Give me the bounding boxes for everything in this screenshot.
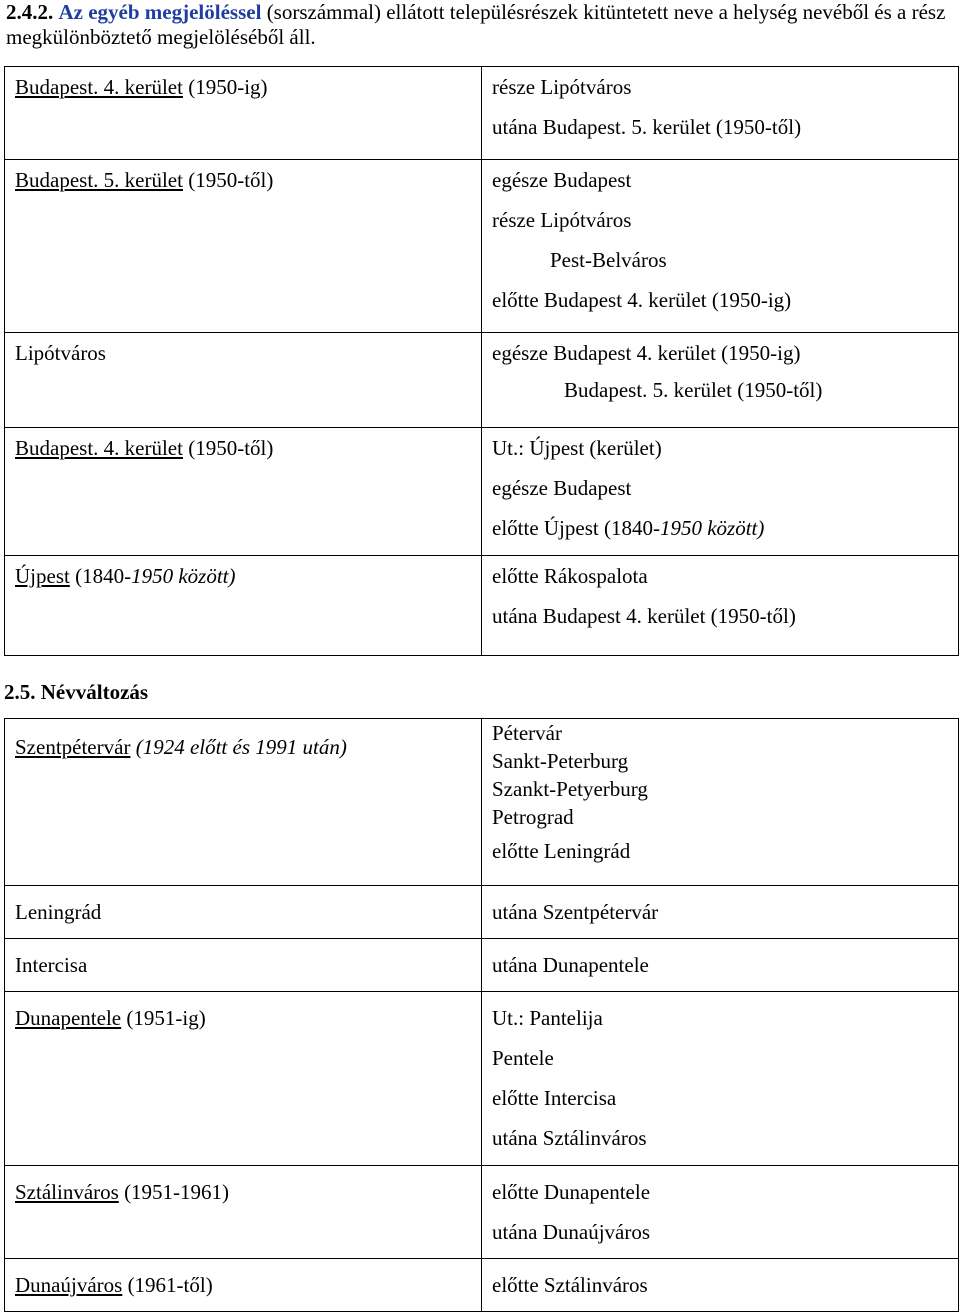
table-cell-name: Szentpétervár (1924 előtt és 1991 után) bbox=[5, 719, 482, 886]
table-cell-name: Intercisa bbox=[5, 939, 482, 992]
table-cell-name: Leningrád bbox=[5, 886, 482, 939]
table-row bbox=[5, 160, 959, 333]
table-partial-names bbox=[4, 66, 959, 656]
table-cell-relations: egésze Budapest része Lipótváros Pest-Belváros előtte Budapest 4. kerület (1950-ig) bbox=[482, 160, 959, 333]
table-cell-relations: utána Dunapentele bbox=[482, 939, 959, 992]
place-link[interactable]: Dunaújváros bbox=[15, 1273, 123, 1297]
table-cell-name: Sztálinváros (1951-1961) bbox=[5, 1166, 482, 1259]
table-cell-name bbox=[5, 333, 482, 428]
table-cell-relations: előtte Dunapentele utána Dunaújváros bbox=[482, 1166, 959, 1259]
table-cell-name: Újpest (1840-1950 között) bbox=[5, 556, 482, 656]
table-row bbox=[5, 556, 959, 656]
table-cell-relations: része Lipótváros utána Budapest. 5. kerület (1950-től) bbox=[482, 67, 959, 160]
table-row bbox=[5, 992, 959, 1166]
table-row bbox=[5, 886, 959, 939]
table-row bbox=[5, 428, 959, 556]
place-link[interactable]: Budapest. 5. kerület bbox=[15, 168, 183, 192]
table-cell-name: Budapest. 5. kerület (1950-től) bbox=[5, 160, 482, 333]
table-row bbox=[5, 67, 959, 160]
place-link[interactable]: Budapest. 4. kerület bbox=[15, 75, 183, 99]
heading-text: (sorszámmal) ellátott településrészek kitüntetett neve a helység nevéből és a rész megkülönböztető megjelöléséből áll. bbox=[6, 0, 946, 49]
table-cell-name: Budapest. 4. kerület (1950-ig) bbox=[5, 67, 482, 160]
place-link[interactable]: Sztálinváros bbox=[15, 1180, 119, 1204]
place-name: Lipótváros bbox=[15, 341, 106, 365]
place-link[interactable]: Szentpétervár bbox=[15, 735, 131, 759]
table-cell-name: Dunaújváros (1961-től) bbox=[5, 1259, 482, 1312]
table-row bbox=[5, 939, 959, 992]
heading-number: 2.4.2. bbox=[6, 0, 54, 24]
place-link[interactable]: Budapest. 4. kerület bbox=[15, 436, 183, 460]
table-cell-relations: előtte Sztálinváros bbox=[482, 1259, 959, 1312]
table-cell-relations: egésze Budapest 4. kerület (1950-ig) Budapest. 5. kerület (1950-től) bbox=[482, 333, 959, 428]
table-cell-relations: Ut.: Pantelija Pentele előtte Intercisa utána Sztálinváros bbox=[482, 992, 959, 1166]
section-title: 2.5. Névváltozás bbox=[4, 680, 149, 704]
place-link[interactable]: Dunapentele bbox=[15, 1006, 122, 1030]
table-row bbox=[5, 333, 959, 428]
table-cell-relations: Ut.: Újpest (kerület) egésze Budapest előtte Újpest (1840-1950 között) bbox=[482, 428, 959, 556]
table-cell-name: Budapest. 4. kerület (1950-től) bbox=[5, 428, 482, 556]
section-heading bbox=[6, 0, 956, 50]
table-row bbox=[5, 719, 959, 886]
table-cell-relations: Pétervár Sankt-Peterburg Szankt-Petyerburg Petrograd előtte Leningrád bbox=[482, 719, 959, 886]
table-row bbox=[5, 1259, 959, 1312]
place-link[interactable]: Újpest bbox=[15, 564, 70, 588]
table-name-changes bbox=[4, 718, 959, 1312]
table-cell-relations: utána Szentpétervár bbox=[482, 886, 959, 939]
heading-title: Az egyéb megjelöléssel bbox=[58, 0, 262, 24]
table-cell-name: Dunapentele (1951-ig) bbox=[5, 992, 482, 1166]
table-cell-relations: előtte Rákospalota utána Budapest 4. kerület (1950-től) bbox=[482, 556, 959, 656]
table-row bbox=[5, 1166, 959, 1259]
